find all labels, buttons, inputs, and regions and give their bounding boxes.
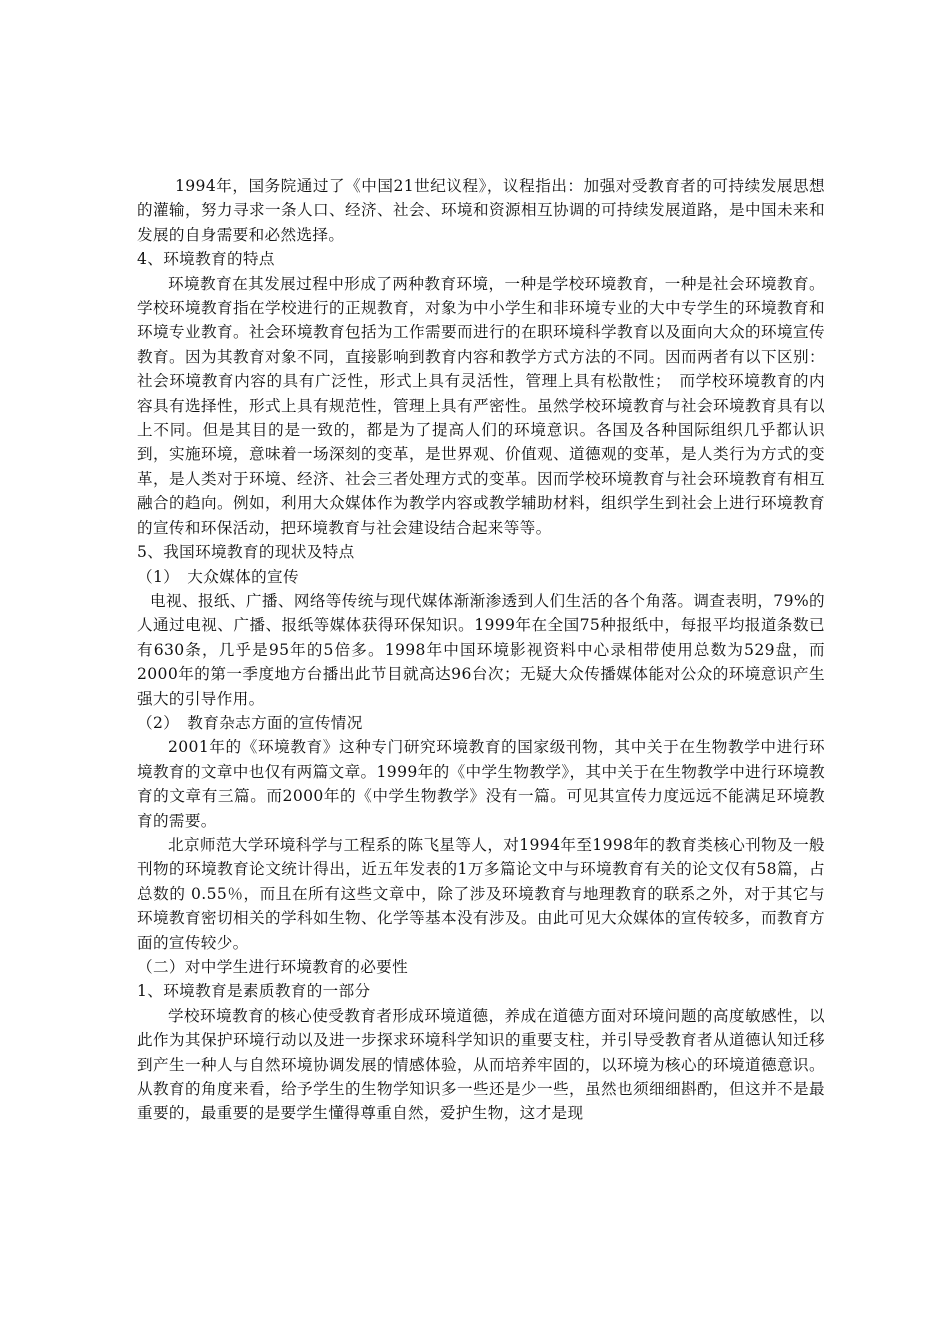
paragraph-agenda-1994: 1994年，国务院通过了《中国21世纪议程》，议程指出：加强对受教育者的可持续发展思想的灌输，努力寻求一条人口、经济、社会、环境和资源相互协调的可持续发展道路，是中国未来和发展的自身需要和必然选择。 [137,177,825,244]
heading-current-status: 5、我国环境教育的现状及特点 [137,543,355,562]
paragraph-bnu-statistics: 北京师范大学环境科学与工程系的陈飞星等人，对1994年至1998年的教育类核心刊物及一般刊物的环境教育论文统计得出，近五年发表的1万多篇论文中与环境教育有关的论文仅有58篇，占总数的 0.55％，而且在所有这些文章中，除了涉及环境教育与地理教育的联系之外，对于其它与环境教育密切相关的学科如生物、化学等基本没有涉及。由此可见大众媒体的宣传较多，而教育方面的宣传较少。 [137,835,825,952]
heading-quality-education: 1、环境教育是素质教育的一部分 [137,982,371,1001]
paragraph-environmental-ethics: 学校环境教育的核心使受教育者形成环境道德，养成在道德方面对环境问题的高度敏感性，以此作为其保护环境行动以及进一步探求环境科学知识的重要支柱，并引导受教育者从道德认知迁移到产生一种人与自然环境协调发展的情感体验，从而培养牢固的，以环境为核心的环境道德意识。从教育的角度来看，给予学生的生物学知识多一些还是少一些，虽然也须细细斟酌，但这并不是最重要的，最重要的是要学生懂得尊重自然，爱护生物，这才是现 [137,1006,825,1123]
subheading-education-magazines: （2） 教育杂志方面的宣传情况 [137,713,363,732]
heading-characteristics: 4、环境教育的特点 [137,250,275,269]
paragraph-magazines: 2001年的《环境教育》这种专门研究环境教育的国家级刊物，其中关于在生物教学中进行环境教育的文章中也仅有两篇文章。1999年的《中学生物教学》，其中关于在生物教学中进行环境教育的文章有三篇。而2000年的《中学生物教学》没有一篇。可见其宣传力度远远不能满足环境教育的需要。 [137,738,825,830]
subheading-mass-media: （1） 大众媒体的宣传 [137,567,299,586]
heading-necessity: （二）对中学生进行环境教育的必要性 [137,958,409,976]
document-body [137,174,825,1126]
paragraph-two-environments: 环境教育在其发展过程中形成了两种教育环境，一种是学校环境教育，一种是社会环境教育。学校环境教育指在学校进行的正规教育，对象为中小学生和非环境专业的大中专学生的环境教育和环境专业教育。社会环境教育包括为工作需要而进行的在职环境科学教育以及面向大众的环境宣传教育。因为其教育对象不同，直接影响到教育内容和教学方式方法的不同。因而两者有以下区别：社会环境教育内容的具有广泛性，形式上具有灵活性，管理上具有松散性； 而学校环境教育的内容具有选择性，形式上具有规范性，管理上具有严密性。虽然学校环境教育与社会环境教育具有以上不同。但是其目的是一致的，都是为了提高人们的环境意识。各国及各种国际组织几乎都认识到，实施环境，意味着一场深刻的变革，是世界观、价值观、道德观的变革，是人类行为方式的变革，是人类对于环境、经济、社会三者处理方式的变革。因而学校环境教育与社会环境教育有相互融合的趋向。例如，利用大众媒体作为教学内容或教学辅助材料，组织学生到社会上进行环境教育的宣传和环保活动，把环境教育与社会建设结合起来等等。 [137,274,825,537]
paragraph-mass-media: 电视、报纸、广播、网络等传统与现代媒体渐渐渗透到人们生活的各个角落。调查表明，79%的人通过电视、广播、报纸等媒体获得环保知识。1999年在全国75种报纸中，每报平均报道条数已有630条，几乎是95年的5倍多。1998年中国环境影视资料中心录相带使用总数为529盘，而2000年的第一季度地方台播出此节目就高达96台次；无疑大众传播媒体能对公众的环境意识产生强大的引导作用。 [137,591,825,708]
